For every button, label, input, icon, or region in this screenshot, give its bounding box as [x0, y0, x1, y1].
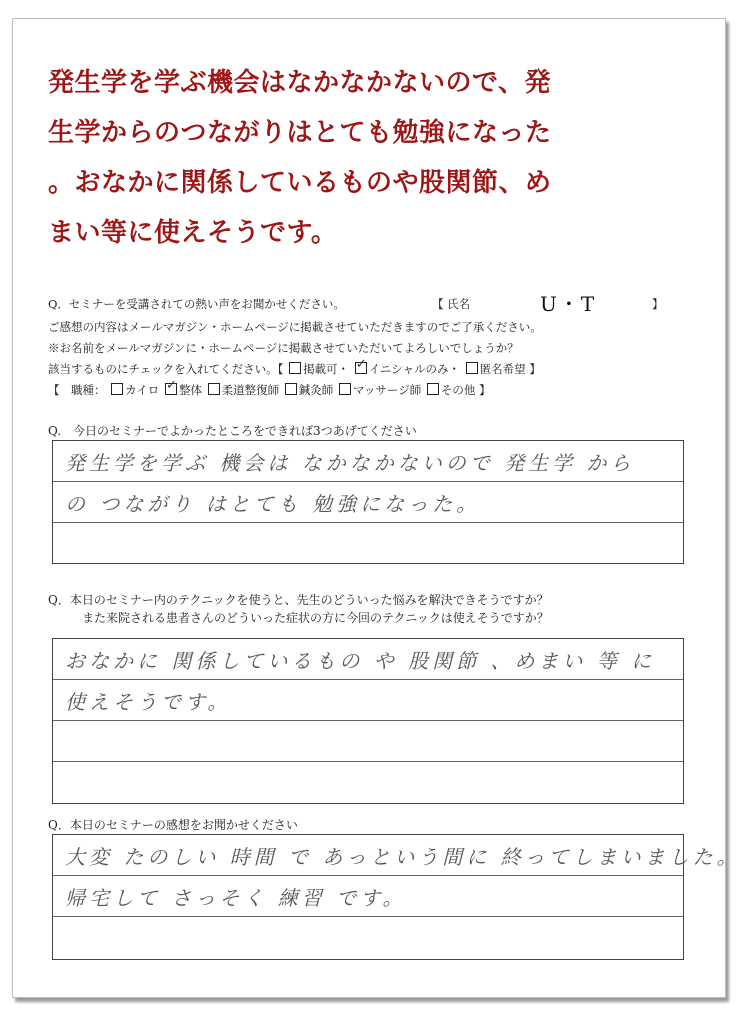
- notice-line-1: ご感想の内容はメールマガジン・ホームページに掲載させていただきますのでご了承ください。: [48, 320, 542, 334]
- q3-title: Q．本日のセミナーの感想をお聞かせください: [48, 818, 298, 832]
- q2-title-line-1: Q．本日のセミナー内のテクニックを使うと、先生のどういった悩みを解決できそうですか？: [48, 593, 549, 607]
- q3-answer-box: [52, 834, 741, 960]
- handwritten-answer: 使えそうです。: [65, 690, 232, 714]
- answer-line: [53, 639, 683, 680]
- job-suffix: 】: [479, 383, 491, 397]
- answer-line: [53, 762, 683, 802]
- job-option: その他: [440, 383, 476, 397]
- handwritten-answer: 発生学を学ぶ 機会は なかなかないので 発生学 から: [65, 451, 635, 475]
- job-option: マッサージ師: [352, 383, 422, 397]
- answer-line: [53, 680, 683, 721]
- answer-line: [53, 876, 683, 917]
- form-intro: Q．セミナーを受講されての熱い声をお聞かせください。: [48, 297, 345, 311]
- consent-checkbox-publish[interactable]: [289, 362, 301, 374]
- q2-title-line-2: また来院される患者さんのどういった症状の方に今回のテクニックは使えそうですか？: [82, 611, 549, 625]
- job-checkbox-chiro[interactable]: [111, 383, 123, 395]
- headline-line: 発生学を学ぶ機会はなかなかないので、発: [48, 68, 551, 98]
- q1-answer-box: [52, 440, 684, 564]
- job-checkbox-judo[interactable]: [208, 383, 220, 395]
- job-option: 鍼灸師: [298, 383, 334, 397]
- consent-option: 匿名希望: [479, 362, 526, 376]
- consent-checkbox-anonymous[interactable]: [466, 362, 478, 374]
- job-option: 柔道整復師: [221, 383, 280, 397]
- q2-answer-box: [52, 638, 684, 804]
- job-checkbox-shinkyu[interactable]: [285, 383, 297, 395]
- answer-line: [53, 721, 683, 762]
- answer-line: [53, 482, 683, 523]
- answer-line: [53, 523, 683, 563]
- consent-option: 掲載可・: [303, 362, 350, 376]
- answer-line: [53, 835, 741, 876]
- name-label: 【 氏名: [432, 297, 471, 311]
- headline-line: 。おなかに関係しているものや股関節、め: [48, 168, 552, 198]
- answer-line: [53, 441, 683, 482]
- consent-row: [48, 361, 541, 377]
- handwritten-answer: の つながり はとても 勉強になった。: [65, 492, 481, 516]
- consent-option: イニシャルのみ・: [368, 362, 461, 376]
- name-close: 】: [652, 297, 664, 311]
- consent-prefix: 該当するものにチェックを入れてください。【: [48, 362, 284, 376]
- job-checkbox-seitai[interactable]: [165, 383, 177, 395]
- name-value: U・T: [540, 292, 597, 316]
- notice-line-2: ※お名前をメールマガジンに・ホームページに掲載させていただいてよろしいでしょうか？: [48, 341, 519, 355]
- answer-line: [53, 917, 683, 957]
- q1-title: Q. 今日のセミナーでよかったところをできれば3つあげてください: [48, 424, 417, 438]
- handwritten-answer: 大変 たのしい 時間 で あっという間に 終ってしまいました。: [65, 845, 741, 869]
- handwritten-answer: 帰宅して さっそく 練習 です。: [65, 886, 407, 910]
- job-option: 整体: [178, 383, 202, 397]
- consent-suffix: 】: [529, 362, 541, 376]
- job-checkbox-other[interactable]: [427, 383, 439, 395]
- job-checkbox-massage[interactable]: [339, 383, 351, 395]
- headline-line: 生学からのつながりはとても勉強になった: [48, 118, 552, 148]
- handwritten-answer: おなかに 関係しているもの や 股関節 、めまい 等 に: [65, 649, 656, 673]
- job-option: カイロ: [125, 383, 160, 397]
- headline-comment: [48, 58, 698, 258]
- consent-checkbox-initials[interactable]: [355, 362, 367, 374]
- job-prefix: 【 職種：: [48, 383, 106, 397]
- headline-line: まい等に使えそうです。: [48, 218, 338, 248]
- job-row: [48, 382, 491, 398]
